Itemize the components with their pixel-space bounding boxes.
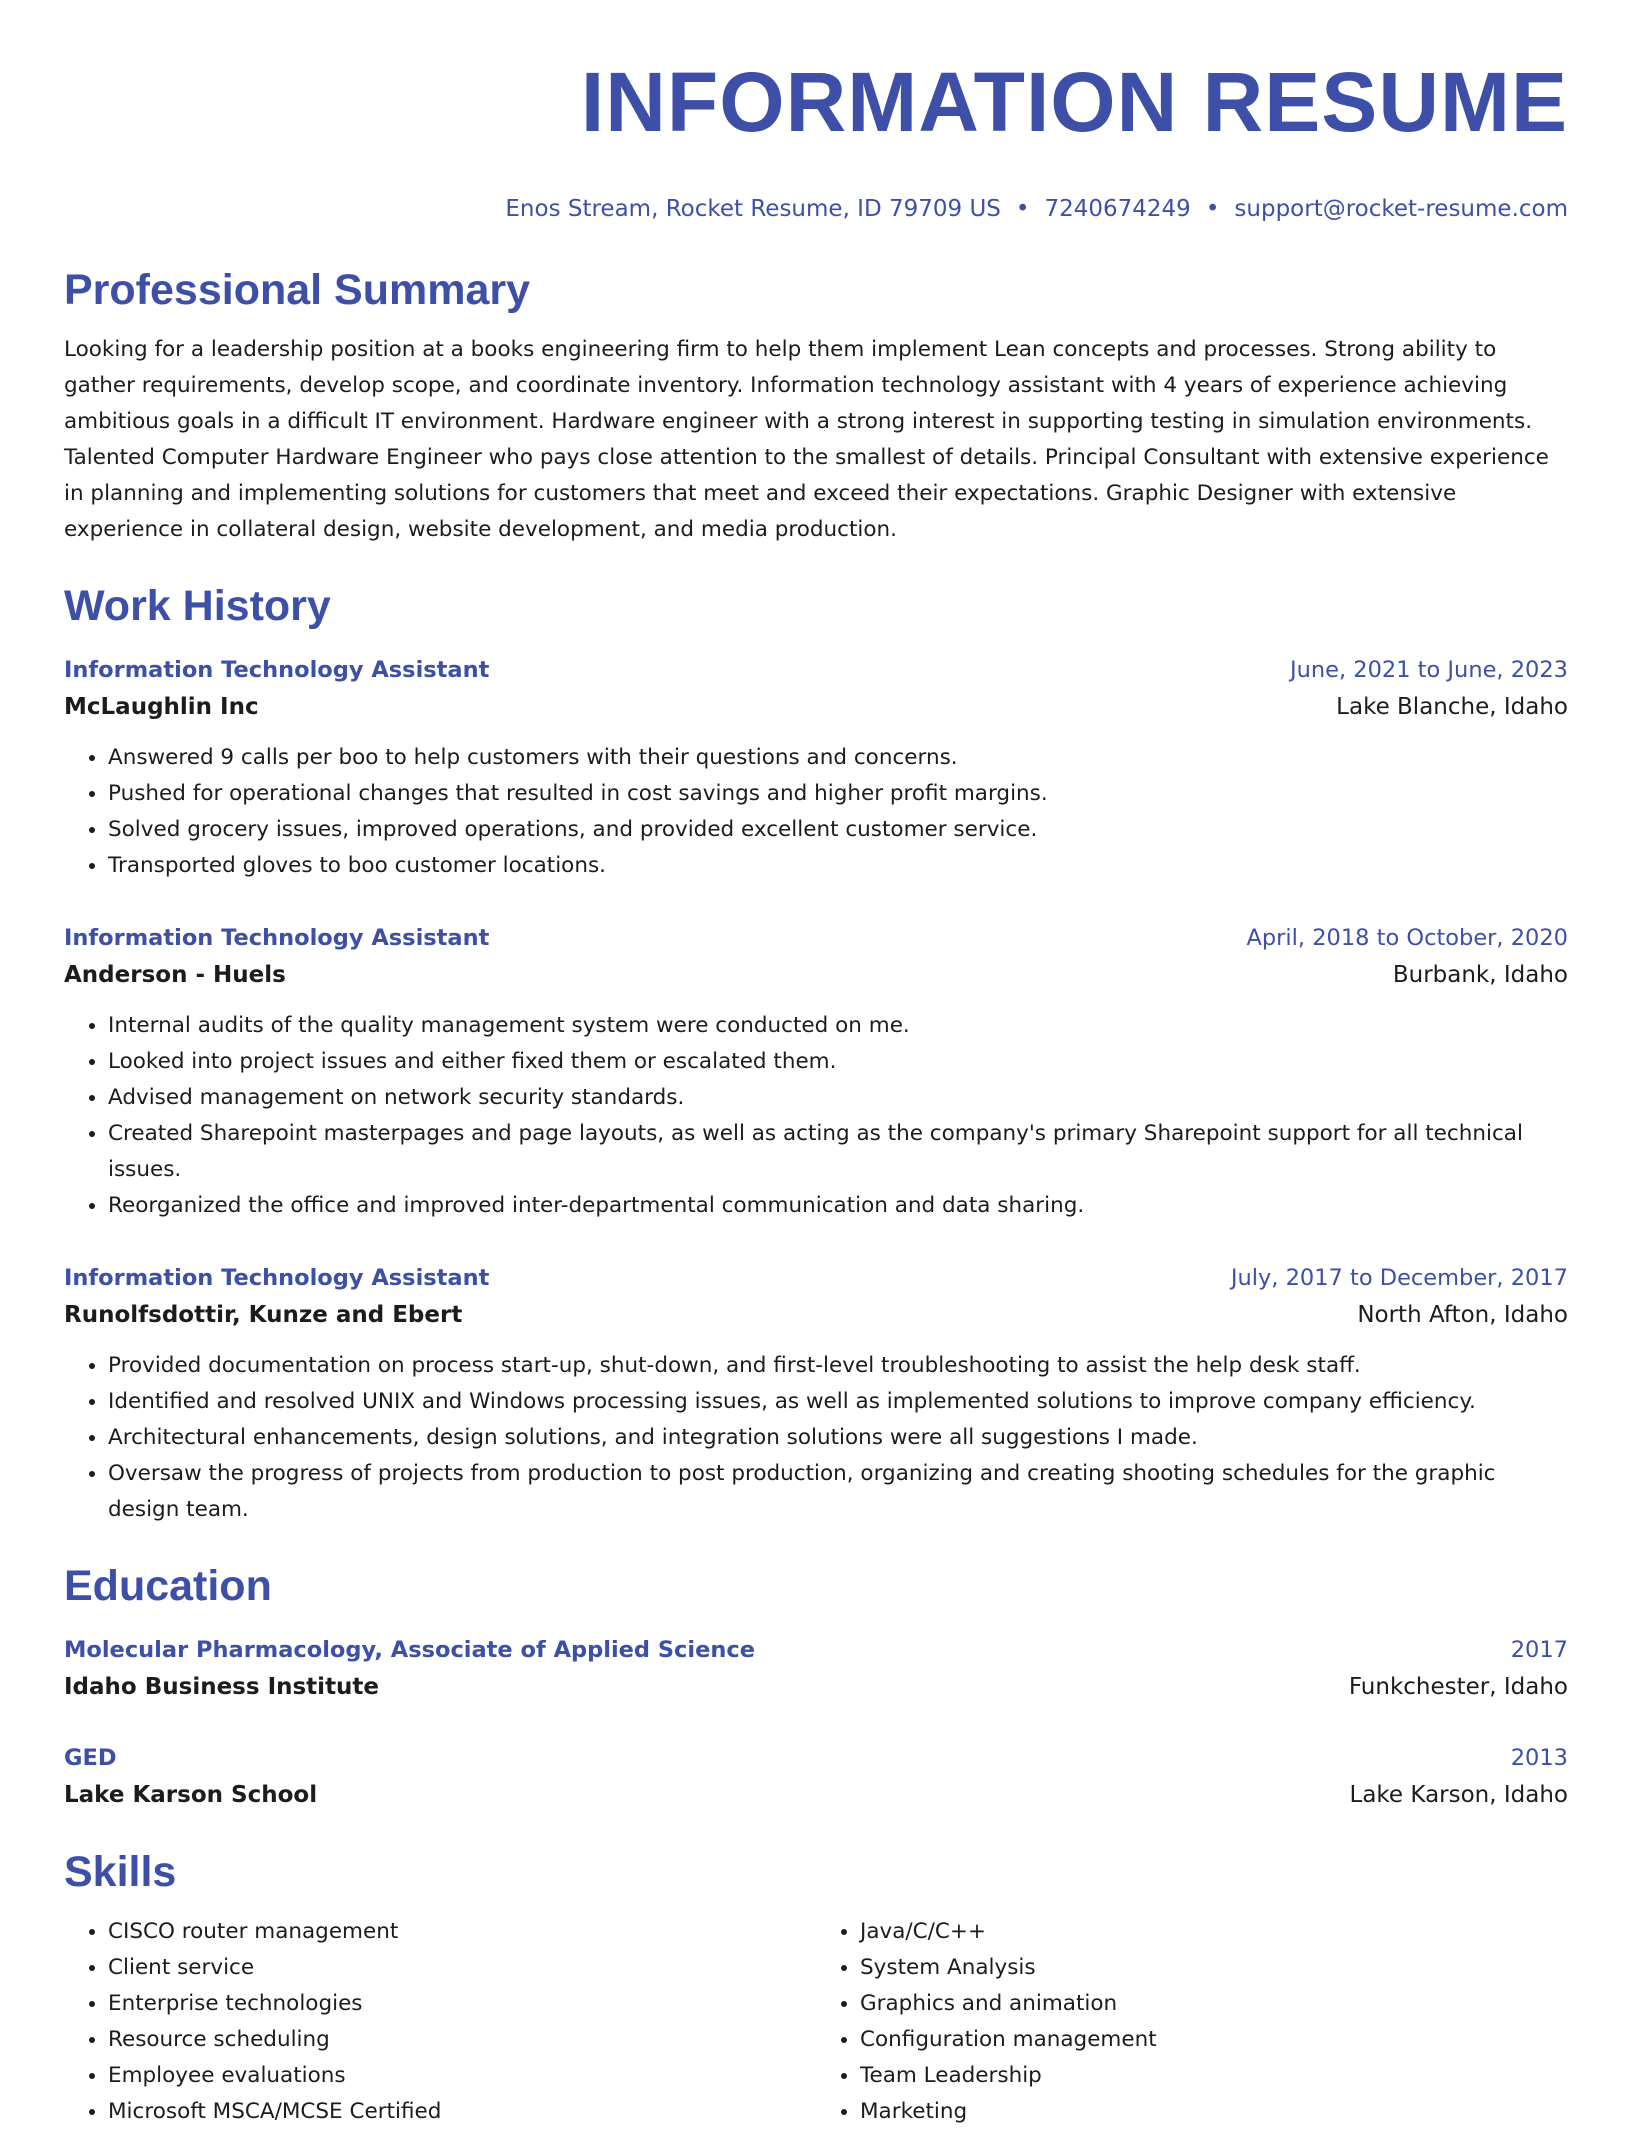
skills-right-column (816, 1914, 1568, 2130)
job-bullet: • Internal audits of the quality management system were conducted on me. (108, 1008, 1568, 1044)
job-entry (64, 1260, 1568, 1528)
job-company: Anderson - Huels (64, 962, 286, 988)
job-entry (64, 920, 1568, 1224)
job-location: North Afton, Idaho (1357, 1302, 1568, 1328)
job-company: Runolfsdottir, Kunze and Ebert (64, 1302, 463, 1328)
job-dates: June, 2021 to June, 2023 (1289, 657, 1568, 683)
job-bullets (64, 1008, 1568, 1224)
job-bullet: • Advised management on network security standards. (108, 1080, 1568, 1116)
education-year: 2013 (1510, 1745, 1568, 1771)
section-title-education: Education (64, 1562, 272, 1610)
skill-item: • Graphics and animation (860, 1986, 1568, 2022)
education-entry (64, 1632, 1568, 1706)
job-bullet: • Transported gloves to boo customer locations. (108, 848, 1568, 884)
job-bullet: • Created Sharepoint masterpages and page layouts, as well as acting as the company's primary Sharepoint support for all technical issues. (108, 1116, 1568, 1188)
section-title-summary: Professional Summary (64, 266, 531, 314)
education-entry (64, 1740, 1568, 1814)
job-dates: April, 2018 to October, 2020 (1246, 925, 1568, 951)
contact-separator: • (1205, 196, 1220, 222)
education-school: Idaho Business Institute (64, 1674, 380, 1700)
job-bullets (64, 1348, 1568, 1528)
education-location: Lake Karson, Idaho (1349, 1782, 1568, 1808)
contact-email: support@rocket-resume.com (1234, 196, 1568, 222)
job-title: Information Technology Assistant (64, 657, 490, 683)
contact-address: Enos Stream, Rocket Resume, ID 79709 US (505, 196, 1001, 222)
skill-item: • System Analysis (860, 1950, 1568, 1986)
skill-item: • Microsoft MSCA/MCSE Certified (108, 2094, 816, 2130)
skills-columns (64, 1914, 1568, 2130)
job-bullet: • Provided documentation on process start-up, shut-down, and first-level troubleshooting to assist the help desk staff. (108, 1348, 1568, 1384)
education-school: Lake Karson School (64, 1782, 318, 1808)
job-bullet: • Reorganized the office and improved inter-departmental communication and data sharing. (108, 1188, 1568, 1224)
job-bullet: • Identified and resolved UNIX and Windows processing issues, as well as implemented solutions to improve company efficiency. (108, 1384, 1568, 1420)
job-entry (64, 652, 1568, 884)
summary-text: Looking for a leadership position at a books engineering firm to help them implement Lean concepts and processes. Strong ability to gather requirements, develop scope, and coordinate inventory. Information technology assistant with 4 years of experience achieving ambitious goals in a difficult IT environment. Hardware engineer with a strong interest in supporting testing in simulation environments. Talented Computer Hardware Engineer who pays close attention to the smallest of details. Principal Consultant with extensive experience in planning and implementing solutions for customers that meet and exceed their expectations. Graphic Designer with extensive experience in collateral design, website development, and media production. (64, 337, 1549, 542)
job-bullet: • Oversaw the progress of projects from production to post production, organizing and creating shooting schedules for the graphic design team. (108, 1456, 1568, 1528)
job-dates: July, 2017 to December, 2017 (1230, 1265, 1568, 1291)
skill-item: • Configuration management (860, 2022, 1568, 2058)
job-title: Information Technology Assistant (64, 1265, 490, 1291)
job-bullet: • Looked into project issues and either fixed them or escalated them. (108, 1044, 1568, 1080)
contact-phone: 7240674249 (1044, 196, 1191, 222)
resume-name: INFORMATION RESUME (580, 55, 1568, 149)
contact-separator: • (1015, 196, 1030, 222)
job-bullet: • Architectural enhancements, design solutions, and integration solutions were all suggestions I made. (108, 1420, 1568, 1456)
skill-item: • Team Leadership (860, 2058, 1568, 2094)
skills-left-column (64, 1914, 816, 2130)
section-title-work-history: Work History (64, 582, 331, 630)
skill-item: • Enterprise technologies (108, 1986, 816, 2022)
skill-item: • Java/C/C++ (860, 1914, 1568, 1950)
job-bullet: • Pushed for operational changes that resulted in cost savings and higher profit margins. (108, 776, 1568, 812)
skill-item: • CISCO router management (108, 1914, 816, 1950)
job-bullet: • Solved grocery issues, improved operations, and provided excellent customer service. (108, 812, 1568, 848)
skill-item: • Marketing (860, 2094, 1568, 2130)
skill-item: • Client service (108, 1950, 816, 1986)
education-degree: Molecular Pharmacology, Associate of Applied Science (64, 1637, 755, 1663)
education-year: 2017 (1510, 1637, 1568, 1663)
job-location: Lake Blanche, Idaho (1336, 694, 1568, 720)
education-location: Funkchester, Idaho (1348, 1674, 1568, 1700)
contact-line (64, 194, 1568, 224)
skill-item: • Resource scheduling (108, 2022, 816, 2058)
job-bullet: • Answered 9 calls per boo to help customers with their questions and concerns. (108, 740, 1568, 776)
education-degree: GED (64, 1745, 117, 1771)
job-title: Information Technology Assistant (64, 925, 490, 951)
job-location: Burbank, Idaho (1392, 962, 1568, 988)
skill-item: • Employee evaluations (108, 2058, 816, 2094)
job-company: McLaughlin Inc (64, 694, 259, 720)
section-title-skills: Skills (64, 1848, 177, 1896)
job-bullets (64, 740, 1568, 884)
